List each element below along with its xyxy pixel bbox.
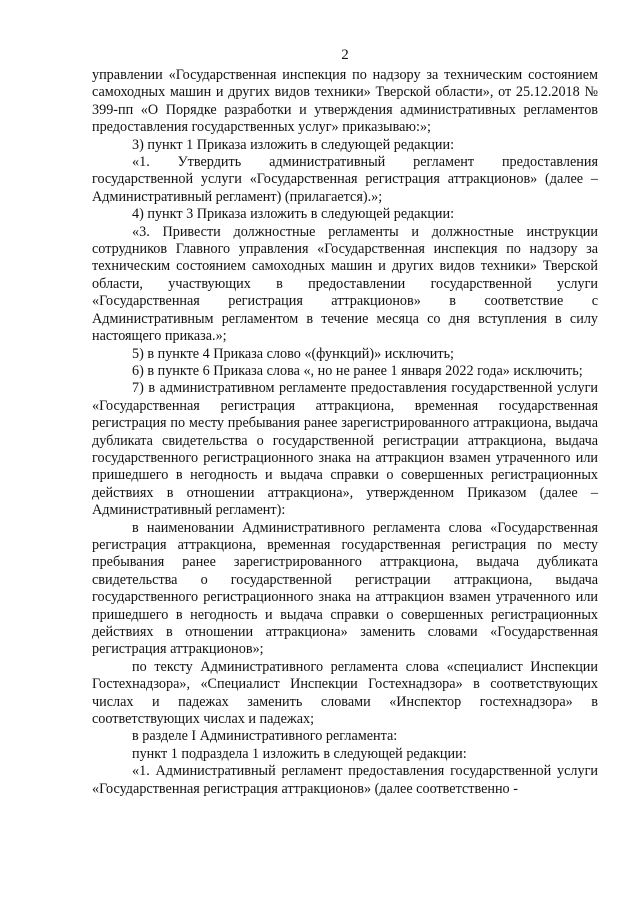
paragraph-item-4: 4) пункт 3 Приказа изложить в следующей редакции: [132,206,455,223]
paragraph-item-7: 7) в административном регламенте предоставления государственной услуги «Государственная регистрация аттракциона, временная государственная регистрация по месту пребывания ранее зарегистрированного аттракциона, выдача дубликата свидетельства о государственной регистрации аттракциона, выдача государственного регистрационного знака на аттракцион взамен утраченного или пришедшего в негодность и выдача справки о совершенных регистрационных действиях в отношении аттракциона», утвержденном Приказом (далее – Административный регламент): [92,380,598,519]
document-body [92,67,598,798]
page-number: 2 [341,47,349,63]
paragraph-text-replacement: по тексту Административного регламента слова «специалист Инспекции Гостехнадзора», «Специалист Инспекции Гостехнадзора» в соответствующих числах и падежах заменить словами «Инспектор гостехнадзора» в соответствующих числах и падежах; [92,658,598,728]
paragraph-continuation: управлении «Государственная инспекция по надзору за техническим состоянием самоходных машин и других видов техники» Тверской области», от 25.12.2018 № 399-пп «О Порядке разработки и утверждения административных регламентов предоставления государственных услуг» приказываю:»; [92,67,598,136]
paragraph-quote-3: «3. Привести должностные регламенты и должностные инструкции сотрудников Главного управления «Государственная инспекция по надзору за техническим состоянием самоходных машин и других видов техники» Тверской области, участвующих в предоставлении государственной услуги «Государственная регистрация аттракционов» в соответствие с Административным регламентом в течение месяца со дня вступления в силу настоящего приказа.»; [92,223,598,345]
paragraph-item-5: 5) в пункте 4 Приказа слово «(функций)» исключить; [132,345,454,362]
paragraph-quote-regulation: «1. Административный регламент предоставления государственной услуги «Государственная регистрация аттракционов» (далее соответственно - [92,763,598,797]
paragraph-title-change: в наименовании Административного регламента слова «Государственная регистрация аттракциона, временная государственная регистрация по месту пребывания ранее зарегистрированного аттракциона, выдача дубликата свидетельства о государственной регистрации аттракциона, выдача государственного регистрационного знака на аттракцион взамен утраченного или пришедшего в негодность и выдача справки о совершенных регистрационных действиях в отношении аттракциона» заменить словами «Государственная регистрация аттракционов»; [92,519,598,658]
paragraph-subsection-1: пункт 1 подраздела 1 изложить в следующей редакции: [132,745,467,762]
paragraph-quote-1: «1. Утвердить административный регламент предоставления государственной услуги «Государственная регистрация аттракционов» (далее – Административный регламент) (прилагается).»; [92,154,598,205]
paragraph-item-6: 6) в пункте 6 Приказа слова «, но не ранее 1 января 2022 года» исключить; [132,362,583,379]
paragraph-item-3: 3) пункт 1 Приказа изложить в следующей редакции: [132,136,455,153]
paragraph-section-1: в разделе I Административного регламента: [132,728,398,745]
